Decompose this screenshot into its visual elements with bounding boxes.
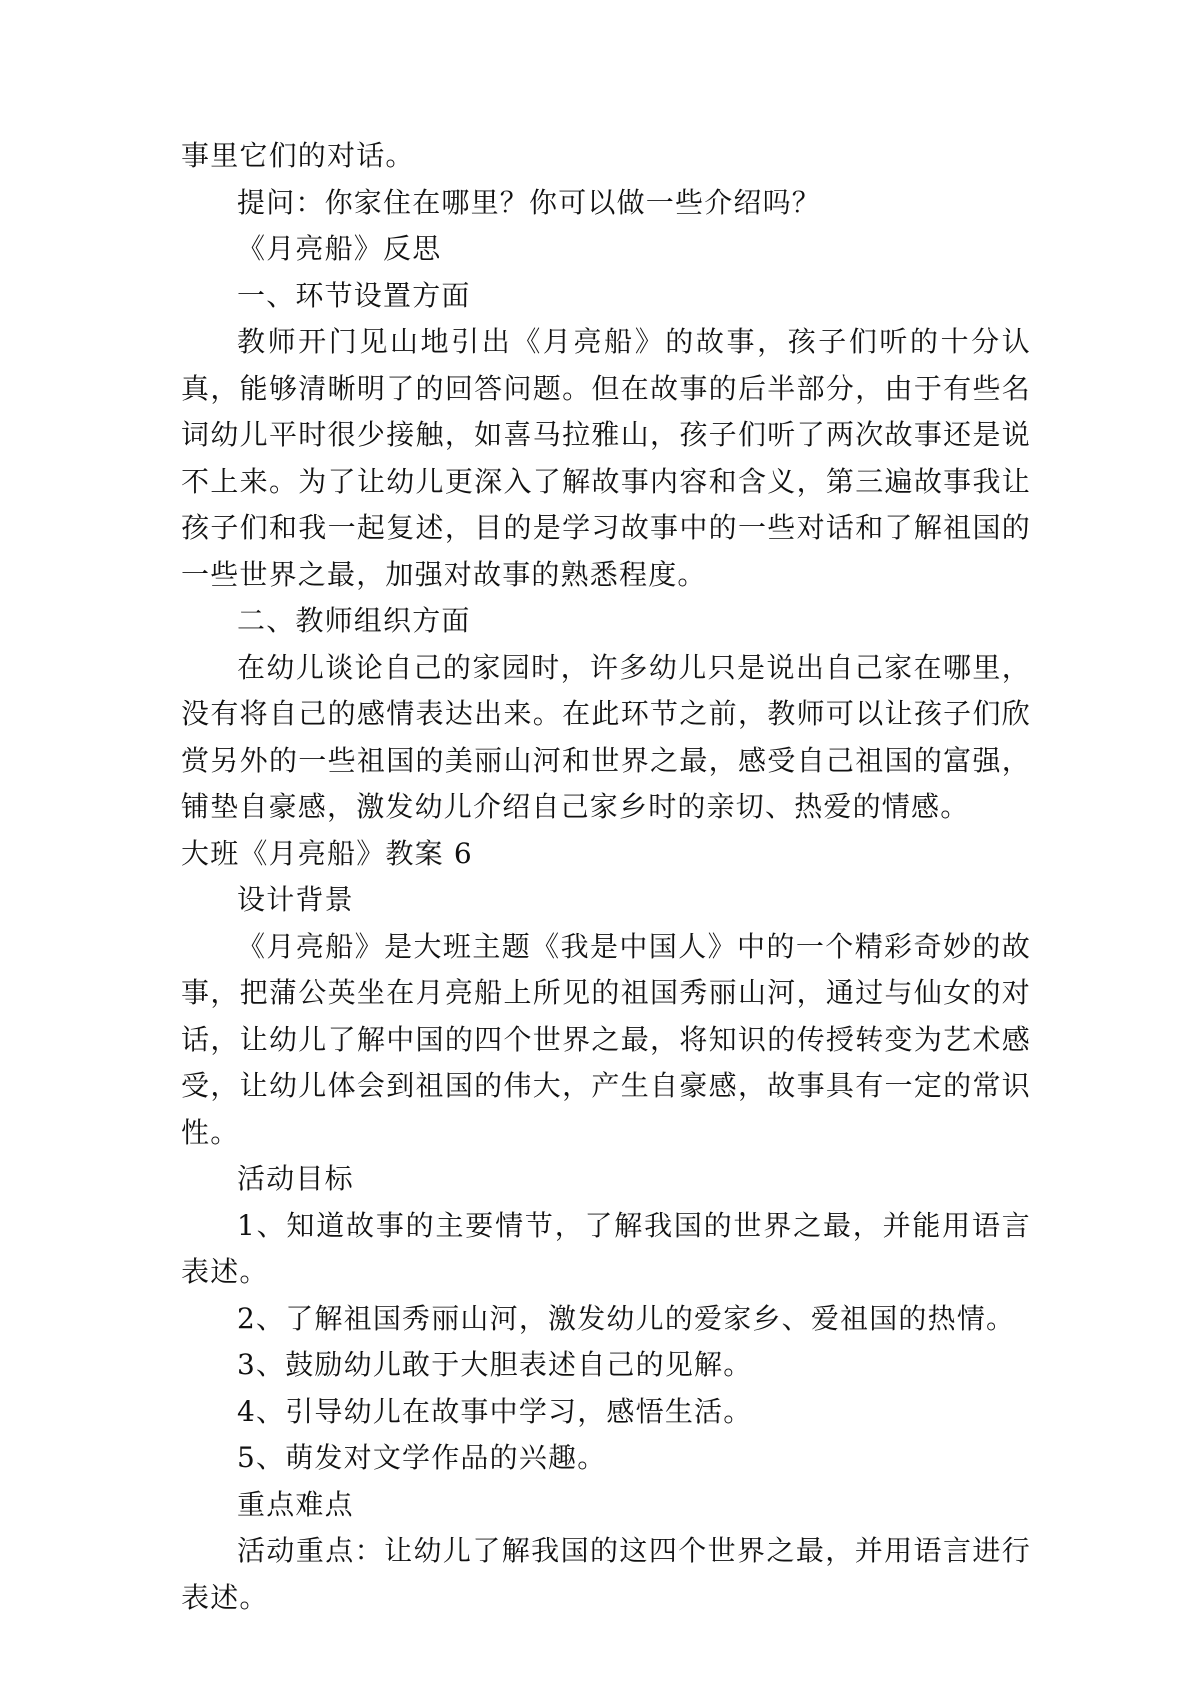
subheading-goals: 活动目标 (237, 1162, 354, 1195)
paragraph-question: 提问：你家住在哪里？你可以做一些介绍吗？ (237, 185, 822, 219)
goal-item-3: 3、鼓励幼儿敢于大胆表述自己的见解。 (237, 1348, 753, 1381)
goal-item-4: 4、引导幼儿在故事中学习，感悟生活。 (237, 1394, 753, 1428)
subheading-key-points: 重点难点 (237, 1487, 354, 1521)
goal-item-1: 1、知道故事的主要情节，了解我国的世界之最，并能用语言表述。 (181, 1208, 1031, 1288)
subheading-background: 设计背景 (237, 883, 354, 916)
lesson-plan-title: 大班《月亮船》教案 6 (181, 836, 473, 870)
document-page (181, 133, 1031, 1621)
paragraph-continuation: 事里它们的对话。 (181, 139, 415, 172)
paragraph-organization-body: 在幼儿谈论自己的家园时，许多幼儿只是说出自己家在哪里，没有将自己的感情表达出来。在此环节之前，教师可以让孩子们欣赏另外的一些祖国的美丽山河和世界之最，感受自己祖国的富强，铺垫自豪感，激发幼儿介绍自己家乡时的亲切、热爱的情感。 (181, 650, 1031, 823)
goal-item-2: 2、了解祖国秀丽山河，激发幼儿的爱家乡、爱祖国的热情。 (237, 1301, 1016, 1335)
section-heading-reflection: 《月亮船》反思 (237, 232, 442, 265)
paragraph-key-points-body: 活动重点：让幼儿了解我国的这四个世界之最，并用语言进行表述。 (181, 1534, 1031, 1614)
paragraph-setup-body: 教师开门见山地引出《月亮船》的故事，孩子们听的十分认真，能够清晰明了的回答问题。但在故事的后半部分，由于有些名词幼儿平时很少接触，如喜马拉雅山，孩子们听了两次故事还是说不上来。为了让幼儿更深入了解故事内容和含义，第三遍故事我让孩子们和我一起复述，目的是学习故事中的一些对话和了解祖国的一些世界之最，加强对故事的熟悉程度。 (181, 325, 1031, 591)
paragraph-background-body: 《月亮船》是大班主题《我是中国人》中的一个精彩奇妙的故事，把蒲公英坐在月亮船上所见的祖国秀丽山河，通过与仙女的对话，让幼儿了解中国的四个世界之最，将知识的传授转变为艺术感受，让幼儿体会到祖国的伟大，产生自豪感，故事具有一定的常识性。 (181, 929, 1031, 1149)
subheading-setup: 一、环节设置方面 (237, 278, 471, 312)
goal-item-5: 5、萌发对文学作品的兴趣。 (237, 1441, 607, 1474)
subheading-organization: 二、教师组织方面 (237, 604, 471, 637)
